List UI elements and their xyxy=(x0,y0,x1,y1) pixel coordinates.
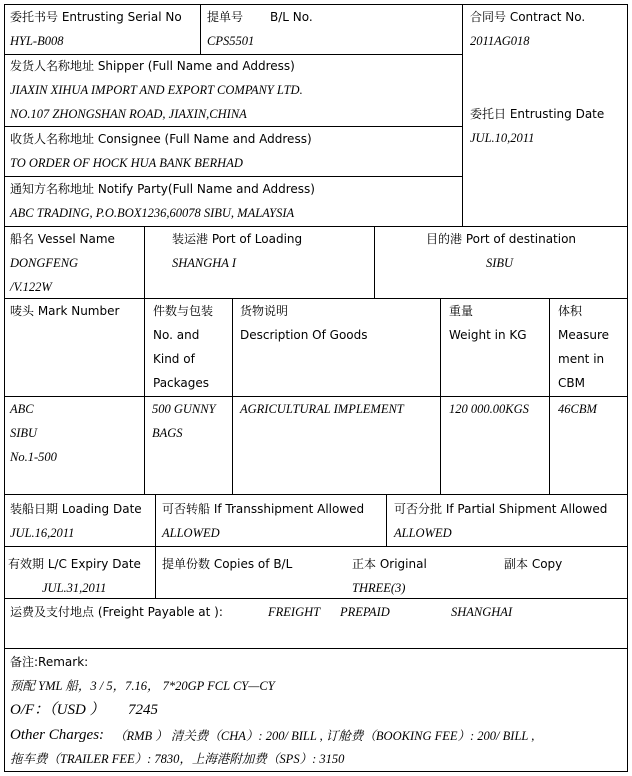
bl-no-label: 提单号 xyxy=(207,10,244,24)
notify-value: ABC TRADING, P.O.BOX1236,60078 SIBU, MALAYSIA xyxy=(10,206,295,220)
bl-no-label-en: B/L No. xyxy=(270,10,313,24)
transship-value: ALLOWED xyxy=(162,526,220,540)
consignee-value: TO ORDER OF HOCK HUA BANK BERHAD xyxy=(10,156,243,170)
port-dest-label: 目的港 Port of destination xyxy=(426,232,577,246)
shipper-label: 发货人名称地址 Shipper (Full Name and Address) xyxy=(10,59,295,73)
copy-label: 副本 Copy xyxy=(504,557,563,571)
desc-header-1: 货物说明 xyxy=(240,304,289,318)
volume-header-2: Measure xyxy=(558,328,609,342)
bl-no-value: CPS5501 xyxy=(207,34,255,48)
pkg-header-2: No. and xyxy=(153,328,200,342)
desc-header-2: Description Of Goods xyxy=(240,328,368,342)
pkg-header-1: 件数与包装 xyxy=(153,304,214,318)
copies-value: THREE(3) xyxy=(352,581,406,595)
pkg-header-3: Kind of xyxy=(153,352,195,366)
other-charges-label: Other Charges: xyxy=(10,727,105,743)
lc-expiry-value: JUL.31,2011 xyxy=(42,581,107,595)
volume-header-3: ment in xyxy=(558,352,605,366)
original-label: 正本 Original xyxy=(352,557,427,571)
remark-line1: 预配 YML 船，3 / 5，7.16， 7*20GP FCL CY—CY xyxy=(10,679,275,693)
shipper-line2: NO.107 ZHONGSHAN ROAD, JIAXIN,CHINA xyxy=(10,107,247,121)
mark-header: 唛头 Mark Number xyxy=(10,304,120,318)
weight-header-2: Weight in KG xyxy=(449,328,527,342)
mark-line1: ABC xyxy=(10,402,34,416)
freight-value-3: SHANGHAI xyxy=(451,605,513,619)
of-value: 7245 xyxy=(128,702,158,718)
remark-label: 备注:Remark: xyxy=(10,655,89,669)
transship-label: 可否转船 If Transshipment Allowed xyxy=(162,502,365,516)
pkg-line2: BAGS xyxy=(152,426,183,440)
shipper-line1: JIAXIN XIHUA IMPORT AND EXPORT COMPANY LTD. xyxy=(10,83,303,97)
partial-value: ALLOWED xyxy=(394,526,452,540)
weight-value: 120 000.00KGS xyxy=(449,402,529,416)
lc-expiry-label: 有效期 L/C Expiry Date xyxy=(8,557,141,571)
vessel-line1: DONGFENG xyxy=(10,256,79,270)
remark-line4: 拖车费（TRAILER FEE）: 7830，上海港附加费（SPS）: 3150 xyxy=(10,752,345,766)
pkg-header-4: Packages xyxy=(153,376,209,390)
volume-header-1: 体积 xyxy=(558,304,583,318)
contract-no-value: 2011AG018 xyxy=(470,34,530,48)
weight-header-1: 重量 xyxy=(449,304,474,318)
entrusting-date-label: 委托日 Entrusting Date xyxy=(470,107,605,121)
loading-date-label: 装船日期 Loading Date xyxy=(10,502,142,516)
vessel-label: 船名 Vessel Name xyxy=(10,232,115,246)
port-loading-label: 装运港 Port of Loading xyxy=(172,232,303,246)
contract-no-label: 合同号 Contract No. xyxy=(470,10,586,24)
notify-label: 通知方名称地址 Notify Party(Full Name and Address) xyxy=(10,182,315,196)
desc-value: AGRICULTURAL IMPLEMENT xyxy=(240,402,404,416)
freight-label: 运费及支付地点 (Freight Payable at ): xyxy=(10,605,223,619)
pkg-line1: 500 GUNNY xyxy=(152,402,216,416)
freight-value-1: FREIGHT xyxy=(268,605,321,619)
consignee-label: 收货人名称地址 Consignee (Full Name and Address) xyxy=(10,132,312,146)
serial-no-label: 委托书号 Entrusting Serial No xyxy=(10,10,182,24)
loading-date-value: JUL.16,2011 xyxy=(10,526,75,540)
other-charges-text: （RMB ） 清关费（CHA）: 200/ BILL , 订舱费（BOOKING FEE）: 200/ BILL , xyxy=(114,729,535,743)
vessel-line2: /V.122W xyxy=(10,280,52,294)
of-label: O/F：（USD ） xyxy=(10,702,105,718)
serial-no-value: HYL-B008 xyxy=(10,34,64,48)
mark-line2: SIBU xyxy=(10,426,38,440)
volume-value: 46CBM xyxy=(558,402,597,416)
port-loading-value: SHANGHA I xyxy=(172,256,237,270)
freight-value-2: PREPAID xyxy=(340,605,390,619)
partial-label: 可否分批 If Partial Shipment Allowed xyxy=(394,502,608,516)
entrusting-date-value: JUL.10,2011 xyxy=(470,131,535,145)
volume-header-4: CBM xyxy=(558,376,585,390)
mark-line3: No.1-500 xyxy=(10,450,57,464)
port-dest-value: SIBU xyxy=(486,256,514,270)
copies-label: 提单份数 Copies of B/L xyxy=(162,557,293,571)
